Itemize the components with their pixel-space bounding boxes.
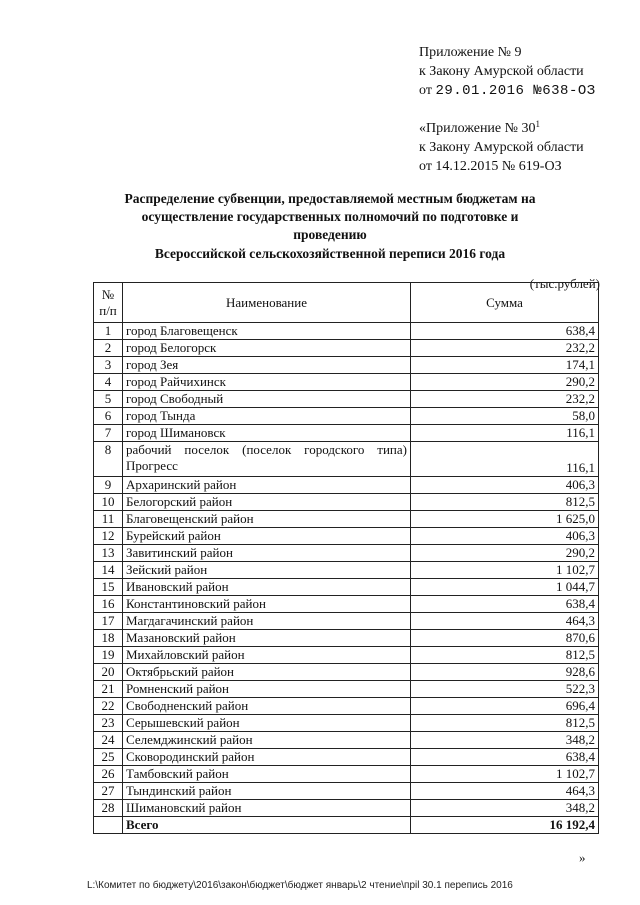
- row-sum: 232,2: [411, 391, 599, 408]
- row-sum: 638,4: [411, 749, 599, 766]
- original-appendix-header: [419, 120, 584, 177]
- table-body: [94, 323, 599, 834]
- row-sum: 1 102,7: [411, 766, 599, 783]
- table-row: [94, 494, 599, 511]
- row-sum: 290,2: [411, 374, 599, 391]
- original-appendix-date: от 14.12.2015 № 619-ОЗ: [419, 158, 562, 174]
- original-appendix-law-ref: к Закону Амурской области: [419, 139, 584, 155]
- row-number: 18: [94, 630, 123, 647]
- row-number: 21: [94, 681, 123, 698]
- row-name: Ромненский район: [123, 681, 411, 698]
- row-name: Магдагачинский район: [123, 613, 411, 630]
- row-number: 8: [94, 442, 123, 477]
- header-name: Наименование: [123, 283, 411, 323]
- table-row: [94, 732, 599, 749]
- row-number: 14: [94, 562, 123, 579]
- table-row: [94, 800, 599, 817]
- row-name: Завитинский район: [123, 545, 411, 562]
- title-line-3: Всероссийской сельскохозяйственной переписи 2016 года: [154, 245, 506, 261]
- row-number: 5: [94, 391, 123, 408]
- row-sum: 812,5: [411, 647, 599, 664]
- table-row: [94, 698, 599, 715]
- row-name: Ивановский район: [123, 579, 411, 596]
- row-number: 20: [94, 664, 123, 681]
- row-number: 9: [94, 477, 123, 494]
- table-row: [94, 596, 599, 613]
- row-name: Бурейский район: [123, 528, 411, 545]
- appendix-number: Приложение № 9: [419, 45, 522, 60]
- row-name: Архаринский район: [123, 477, 411, 494]
- row-name: Серышевский район: [123, 715, 411, 732]
- table-row: [94, 357, 599, 374]
- row-name: город Благовещенск: [123, 323, 411, 340]
- total-row: [94, 817, 599, 834]
- subvention-table: [93, 282, 599, 834]
- row-sum: 406,3: [411, 477, 599, 494]
- row-sum: 1 044,7: [411, 579, 599, 596]
- row-name: город Свободный: [123, 391, 411, 408]
- row-name: Селемджинский район: [123, 732, 411, 749]
- row-sum: 406,3: [411, 528, 599, 545]
- row-name: Шимановский район: [123, 800, 411, 817]
- row-number: 3: [94, 357, 123, 374]
- table-row: [94, 511, 599, 528]
- row-number: 1: [94, 323, 123, 340]
- row-name: город Тында: [123, 408, 411, 425]
- row-sum: 348,2: [411, 732, 599, 749]
- row-sum: 232,2: [411, 340, 599, 357]
- table-row: [94, 630, 599, 647]
- table-row: [94, 391, 599, 408]
- document-title: [120, 190, 540, 263]
- title-line-1: Распределение субвенции, предоставляемой местным бюджетам на: [124, 191, 536, 206]
- row-name: город Белогорск: [123, 340, 411, 357]
- table-row: [94, 340, 599, 357]
- row-name: Октябрьский район: [123, 664, 411, 681]
- row-number: 22: [94, 698, 123, 715]
- row-number: 27: [94, 783, 123, 800]
- table-row: [94, 681, 599, 698]
- total-label: Всего: [123, 817, 411, 834]
- title-line-2: осуществление государственных полномочий по подготовке и проведению: [141, 209, 519, 243]
- row-number: 17: [94, 613, 123, 630]
- row-number: 13: [94, 545, 123, 562]
- table-row: [94, 749, 599, 766]
- table-header-row: [94, 283, 599, 323]
- row-number: 11: [94, 511, 123, 528]
- appendix-law-ref: к Закону Амурской области: [419, 63, 584, 79]
- row-number: 23: [94, 715, 123, 732]
- row-name: Константиновский район: [123, 596, 411, 613]
- row-name: Сковородинский район: [123, 749, 411, 766]
- row-sum: 116,1: [411, 425, 599, 442]
- row-number: 25: [94, 749, 123, 766]
- row-name: Тамбовский район: [123, 766, 411, 783]
- row-sum: 870,6: [411, 630, 599, 647]
- total-sum: 16 192,4: [411, 817, 599, 834]
- appendix-header: [419, 44, 596, 101]
- row-number: 2: [94, 340, 123, 357]
- row-number: 15: [94, 579, 123, 596]
- row-sum: 174,1: [411, 357, 599, 374]
- table-row: [94, 323, 599, 340]
- table-row: [94, 425, 599, 442]
- header-sum: Сумма: [411, 283, 599, 323]
- row-sum: 1 625,0: [411, 511, 599, 528]
- row-name: Тындинский район: [123, 783, 411, 800]
- row-number: 6: [94, 408, 123, 425]
- table-row: [94, 442, 599, 477]
- row-name: Благовещенский район: [123, 511, 411, 528]
- row-sum: 638,4: [411, 596, 599, 613]
- row-name: Белогорский район: [123, 494, 411, 511]
- row-sum: 348,2: [411, 800, 599, 817]
- appendix-date: [419, 82, 596, 101]
- row-sum: 58,0: [411, 408, 599, 425]
- row-name: Михайловский район: [123, 647, 411, 664]
- table-row: [94, 562, 599, 579]
- row-sum: 1 102,7: [411, 562, 599, 579]
- row-number: 28: [94, 800, 123, 817]
- row-number: 7: [94, 425, 123, 442]
- row-sum: 290,2: [411, 545, 599, 562]
- row-number: 26: [94, 766, 123, 783]
- original-appendix-number-text: «Приложение № 30: [419, 121, 536, 136]
- closing-quote: »: [579, 850, 586, 865]
- row-name: город Шимановск: [123, 425, 411, 442]
- row-number: 10: [94, 494, 123, 511]
- row-name: Зейский район: [123, 562, 411, 579]
- table-row: [94, 477, 599, 494]
- row-name: рабочий поселок (поселок городского типа) Прогресс: [123, 442, 411, 477]
- table-row: [94, 664, 599, 681]
- row-number: 19: [94, 647, 123, 664]
- table-row: [94, 766, 599, 783]
- row-name: город Зея: [123, 357, 411, 374]
- row-number: 12: [94, 528, 123, 545]
- row-sum: 812,5: [411, 715, 599, 732]
- table-row: [94, 545, 599, 562]
- header-number: № п/п: [94, 283, 123, 323]
- table-row: [94, 613, 599, 630]
- table-row: [94, 408, 599, 425]
- row-sum: 522,3: [411, 681, 599, 698]
- appendix-date-value: 29.01.2016 №638-ОЗ: [435, 82, 596, 99]
- row-sum: 696,4: [411, 698, 599, 715]
- row-sum: 638,4: [411, 323, 599, 340]
- table-row: [94, 579, 599, 596]
- row-sum: 464,3: [411, 613, 599, 630]
- row-number: 16: [94, 596, 123, 613]
- table-row: [94, 528, 599, 545]
- row-sum: 928,6: [411, 664, 599, 681]
- units-label: (тыс.рублей): [529, 276, 600, 291]
- table-row: [94, 374, 599, 391]
- original-appendix-number: [419, 120, 584, 139]
- row-name: город Райчихинск: [123, 374, 411, 391]
- original-appendix-number-sup: 1: [535, 119, 540, 129]
- table-row: [94, 715, 599, 732]
- row-sum: 812,5: [411, 494, 599, 511]
- file-path-footer: L:\Комитет по бюджету\2016\закон\бюджет\бюджет январь\2 чтение\прil 30.1 перепись 2016: [87, 880, 513, 891]
- appendix-date-prefix: от: [419, 82, 432, 98]
- row-name: Мазановский район: [123, 630, 411, 647]
- row-sum: 116,1: [411, 442, 599, 477]
- total-number-cell: [94, 817, 123, 834]
- table-row: [94, 647, 599, 664]
- row-number: 24: [94, 732, 123, 749]
- table-row: [94, 783, 599, 800]
- row-sum: 464,3: [411, 783, 599, 800]
- row-name: Свободненский район: [123, 698, 411, 715]
- row-number: 4: [94, 374, 123, 391]
